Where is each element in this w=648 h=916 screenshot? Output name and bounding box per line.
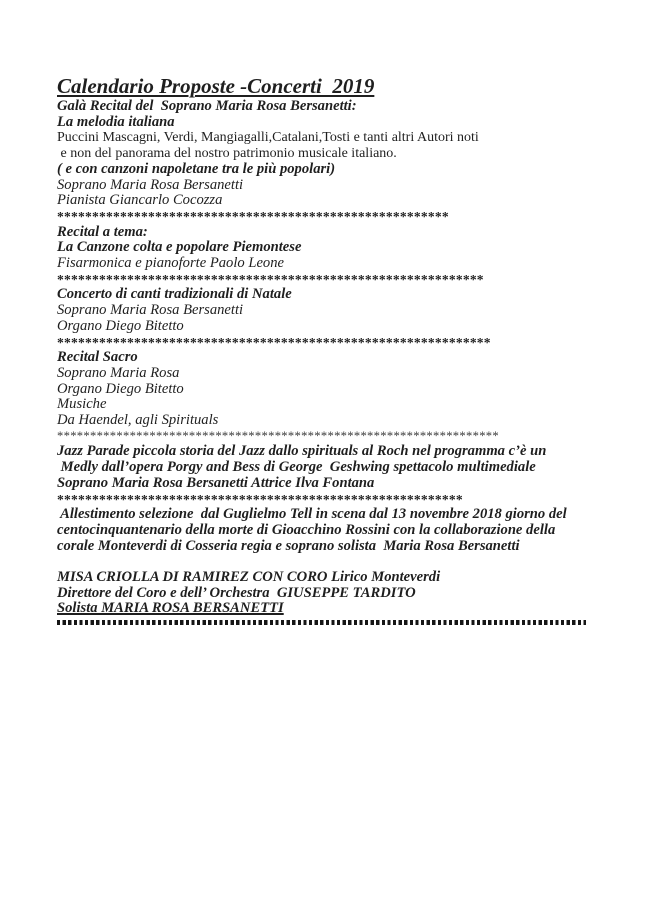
document-line: Fisarmonica e pianoforte Paolo Leone [57,255,284,272]
asterisk-divider: ******************************************************** [57,208,449,224]
document-line: Concerto di canti tradizionali di Natale [57,286,292,303]
document-line: Galà Recital del Soprano Maria Rosa Bersanetti: [57,98,357,114]
document-line: corale Monteverdi di Cosseria regia e soprano solista Maria Rosa Bersanetti [57,537,520,554]
document-line: Pianista Giancarlo Cocozza [57,192,223,209]
document-line: Jazz Parade piccola storia del Jazz dallo spirituals al Roch nel programma c’è un [57,443,547,460]
document-line: Organo Diego Bitetto [57,380,184,397]
asterisk-divider: ************************************************************** [57,334,491,350]
document-line: ( e con canzoni napoletane tra le più popolari) [57,160,336,177]
document-line: MISA CRIOLLA DI RAMIREZ CON CORO Lirico Monteverdi [57,569,441,586]
asterisk-divider: ********************************************************** [57,491,463,507]
document-line: centocinquantenario della morte di Gioacchino Rossini con la collaborazione della [57,521,556,538]
document-body [57,74,597,625]
document-line: Soprano Maria Rosa Bersanetti Attrice Ilva Fontana [57,474,375,491]
document-line: Musiche [57,396,107,413]
document-line: Recital Sacro [57,349,138,366]
document-line: Direttore del Coro e dell’ Orchestra GIUSEPPE TARDITO [57,584,416,601]
dotted-divider [57,620,586,625]
document-line: Medly dall’opera Porgy and Bess di George Geshwing spettacolo multimediale [57,459,536,476]
document-line: Puccini Mascagni, Verdi, Mangiagalli,Catalani,Tosti e tanti altri Autori noti [57,130,479,146]
document-line: Recital a tema: [57,223,148,240]
document-line: e non del panorama del nostro patrimonio musicale italiano. [57,146,397,162]
document-line: Da Haendel, agli Spirituals [57,412,219,429]
document-line: Soprano Maria Rosa [57,364,180,381]
document-line: Solista MARIA ROSA BERSANETTI [57,600,284,617]
document-line: La Canzone colta e popolare Piemontese [57,239,302,256]
document-line: Allestimento selezione dal Guglielmo Tell in scena dal 13 novembre 2018 giorno del [57,506,567,523]
document-line: La melodia italiana [57,113,175,130]
document-line: Soprano Maria Rosa Bersanetti [57,176,244,193]
document-line: Soprano Maria Rosa Bersanetti [57,302,244,319]
blank-line [57,554,597,570]
document-line: Organo Diego Bitetto [57,317,184,334]
asterisk-divider: ******************************************************************* [57,428,499,443]
asterisk-divider: ************************************************************* [57,271,484,287]
document-title: Calendario Proposte -Concerti 2019 [57,74,375,98]
